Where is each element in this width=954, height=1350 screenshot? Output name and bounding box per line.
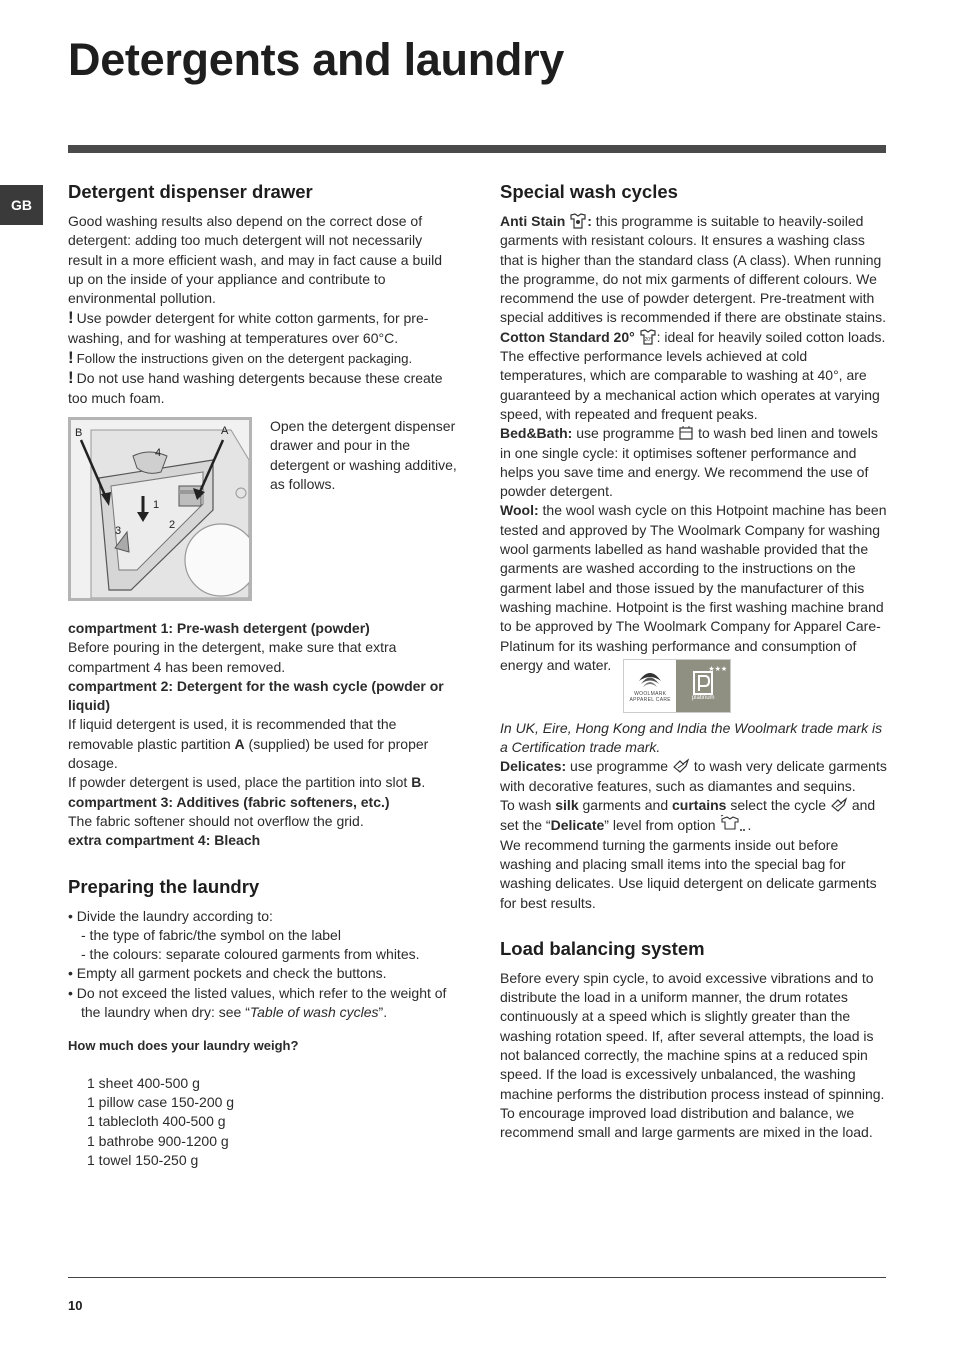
- inside-out-paragraph: We recommend turning the garments inside out before washing and placing small items into the special bag for washing delicates. Use liquid detergent on delicate garments for best results.: [500, 836, 877, 911]
- language-tab: GB: [0, 185, 43, 225]
- compartment-2-text-powder: If powder detergent is used, place the partition into slot B.: [68, 774, 426, 791]
- laundry-list: [68, 907, 460, 1023]
- cotton-20-icon: [639, 329, 657, 345]
- woolmark-logo: WOOLMARK APPAREL CARE: [624, 660, 676, 712]
- list-item: 1 tablecloth 400-500 g: [87, 1113, 226, 1130]
- load-text: Before every spin cycle, to avoid excessive vibrations and to distribute the load in a uniform manner, the drum rotates continuously at a speed which is slightly greater than the washing rotation speed. If, after several attempts, the load is not balanced correctly, the machine spins at a reduced spin speed. If the load is excessively unbalanced, the washing machine performs the distribution process instead of spinning. To encourage improved load distribution and balance, we recommend small and large garments are mixed in the load.: [500, 969, 885, 1141]
- star-icon: ★★★: [708, 665, 728, 673]
- dispenser-intro: Good washing results also depend on the correct dose of detergent: adding too much detergent will not necessarily result in a more efficient wash, and may in fact cause a build up on the inside of your appliance and contribute to environmental pollution.: [68, 213, 443, 307]
- wool-paragraph: Wool: the wool wash cycle on this Hotpoint machine has been tested and approved by The Woolmark Company for washing wool garments labelled as hand washable provided that the garments are washed according to the instructions on the garment label and those issued by the manufacturer of this washing machine. Hotpoint is the first washing machine brand to be approved by The Woolmark Company for Apparel Care- Platinum for its washing performance and consumption of energy and water. WOOLMARK APPAREL CARE ★★★ platinum: [500, 501, 888, 712]
- woolmark-platinum-logo: [623, 659, 731, 713]
- compartment-1-title: compartment 1: Pre-wash detergent (powder): [68, 619, 370, 636]
- dispenser-heading: Detergent dispenser drawer: [68, 181, 313, 202]
- list-item: • Do not exceed the listed values, which refer to the weight of the laundry when dry: see “Table of wash cycles”.: [68, 984, 447, 1021]
- warning-icon: !: [68, 308, 74, 328]
- warning-3: ! Do not use hand washing detergents because these create too much foam.: [68, 368, 443, 406]
- page-number: 10: [68, 1298, 83, 1313]
- dispenser-drawer-illustration: [68, 417, 252, 601]
- list-item: • Divide the laundry according to: - the type of fabric/the symbol on the label - the colours: separate coloured garments from whites.: [68, 907, 420, 963]
- weight-list: [68, 1074, 460, 1170]
- bed-bath-paragraph: Bed&Bath: use programme to wash bed linen and towels in one single cycle: it optimises softener performance and helps you save time and energy. We recommend the use of powder detergent.: [500, 425, 878, 500]
- anti-stain-paragraph: Anti Stain : this programme is suitable to heavily-soiled garments with resistant colours. It ensures a washing class that is higher than the standard class (A class). When running the programme, do not mix garments of different colours. We recommend the use of powder detergent. Pre-treatment with special additives is recommended if there are obstinate stains.: [500, 213, 886, 326]
- figure-label-2: 2: [169, 518, 176, 531]
- list-item: 1 sheet 400-500 g: [87, 1074, 200, 1091]
- delicate-level-option-icon: [719, 815, 747, 833]
- laundry-heading: Preparing the laundry: [68, 875, 260, 897]
- warning-2: ! Follow the instructions given on the detergent packaging.: [68, 348, 413, 368]
- platinum-logo: ★★★ platinum: [676, 660, 730, 712]
- dispenser-drawer-drawing: [71, 420, 249, 598]
- load-heading: Load balancing system: [500, 937, 705, 959]
- warning-1: ! Use powder detergent for white cotton garments, for pre-washing, and for washing at temperatures over 60°C.: [68, 308, 429, 346]
- svg-text:20°: 20°: [644, 336, 652, 343]
- compartment-1-text: Before pouring in the detergent, make sure that extra compartment 4 has been removed.: [68, 639, 397, 675]
- delicates-cycle-icon: [830, 797, 848, 813]
- figure-label-a: A: [221, 424, 229, 437]
- figure-caption: Open the detergent dispenser drawer and pour in the detergent or washing additive, as follows.: [270, 417, 457, 492]
- trademark-note: In UK, Eire, Hong Kong and India the Woolmark trade mark is a Certification trade mark.: [500, 719, 883, 756]
- warning-icon: !: [68, 368, 74, 388]
- compartment-3-title: compartment 3: Additives (fabric softeners, etc.): [68, 793, 390, 810]
- cotton-paragraph: Cotton Standard 20° 20° : ideal for heavily soiled cotton loads. The effective performance levels achieved at cold temperatures, which are comparable to washing at 40°, are guaranteed by a mechanical action which operates at varying speed, with repeated and frequent peaks.: [500, 328, 886, 422]
- figure-label-1: 1: [153, 498, 160, 511]
- silk-paragraph: To wash silk garments and curtains select the cycle and set the “Delicate” level from option .: [500, 797, 876, 834]
- list-item: 1 towel 150-250 g: [87, 1151, 199, 1168]
- footer-divider: [68, 1277, 886, 1278]
- delicates-icon: [672, 758, 690, 774]
- page-title: Detergents and laundry: [68, 34, 565, 85]
- figure-label-b: B: [75, 426, 83, 439]
- weigh-question: How much does your laundry weigh?: [68, 1038, 299, 1054]
- dispenser-figure-row: [68, 417, 460, 601]
- warning-icon: !: [68, 348, 74, 368]
- compartment-3-text: The fabric softener should not overflow the grid.: [68, 812, 364, 829]
- bed-bath-icon: [678, 425, 694, 441]
- figure-label-4: 4: [155, 446, 162, 459]
- compartment-2-title: compartment 2: Detergent for the wash cycle (powder or liquid): [68, 677, 444, 714]
- list-item: 1 pillow case 150-200 g: [87, 1093, 235, 1110]
- title-divider: [68, 145, 886, 153]
- compartment-4-title: extra compartment 4: Bleach: [68, 832, 261, 849]
- compartment-2-text: If liquid detergent is used, it is recommended that the removable plastic partition A (supplied) be used for proper dosage.: [68, 716, 429, 772]
- list-item: 1 bathrobe 900-1200 g: [87, 1132, 229, 1149]
- delicates-paragraph: Delicates: use programme to wash very delicate garments with decorative features, such as diamantes and sequins.: [500, 758, 887, 794]
- figure-label-3: 3: [115, 524, 122, 537]
- left-column: [68, 180, 460, 1170]
- special-heading: Special wash cycles: [500, 181, 678, 202]
- anti-stain-icon: [569, 213, 587, 229]
- woolmark-icon: [637, 669, 663, 691]
- list-item: • Empty all garment pockets and check the buttons.: [68, 965, 387, 982]
- right-column: [500, 180, 888, 1142]
